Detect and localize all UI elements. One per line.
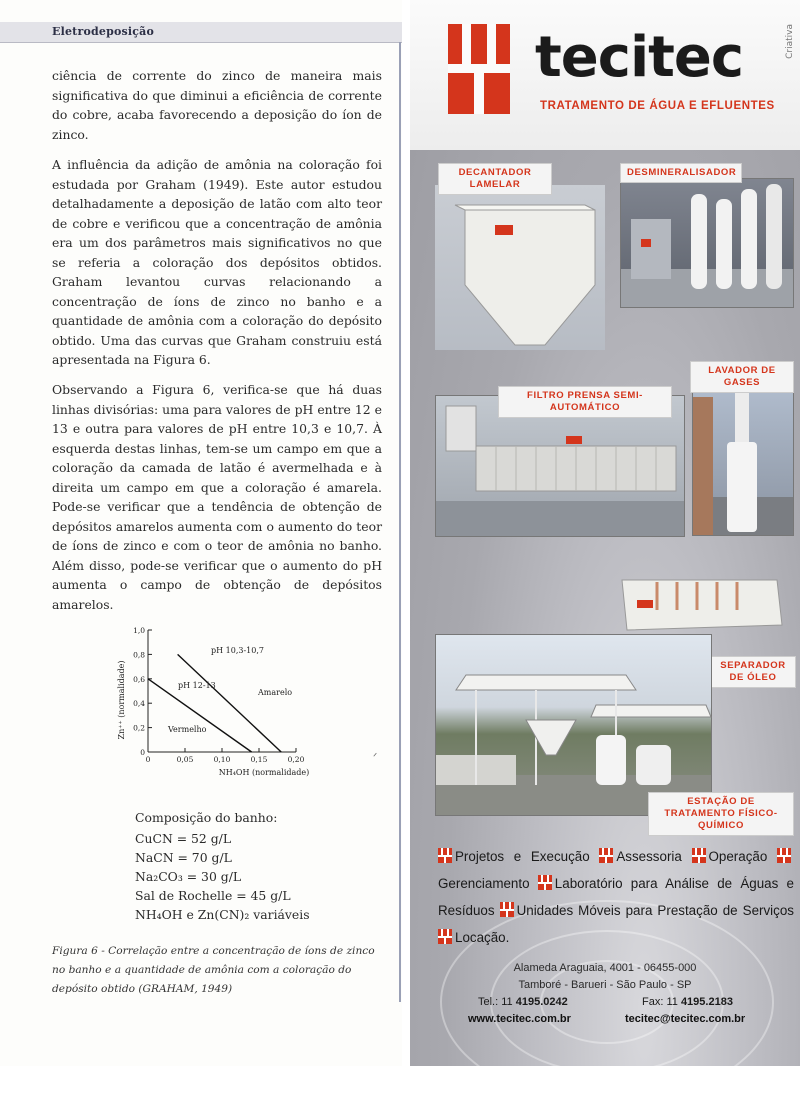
photo-decantador-lamelar <box>435 185 605 350</box>
y-tick-label: 1,0 <box>133 626 145 635</box>
fax-label: Fax: 11 <box>642 996 678 1008</box>
y-tick-label: 0 <box>140 748 145 757</box>
tecitec-bullet-icon <box>692 845 706 860</box>
x-tick-label: 0,15 <box>250 755 268 764</box>
running-head-title: Eletrodeposição <box>52 25 155 38</box>
service-item: Assessoria <box>616 849 682 864</box>
service-item: Laboratório para Análise de Águas e Resíduos <box>438 876 794 918</box>
composition-item: Na₂CO₃ = 30 g/L <box>135 869 242 884</box>
y-tick-label: 0,2 <box>133 723 145 733</box>
tecitec-bullet-icon <box>438 845 452 860</box>
series-line <box>178 654 282 752</box>
label-decantador-lamelar: DECANTADOR LAMELAR <box>438 163 552 195</box>
annotation-amarelo: Amarelo <box>258 688 293 697</box>
address-line-2: Tamboré - Barueri - São Paulo - SP <box>518 979 692 991</box>
x-tick-label: 0,20 <box>287 755 305 764</box>
composition-title: Composição do banho: <box>135 810 278 825</box>
article-page <box>0 0 402 1066</box>
annotation-ph-10-3-10-7: pH 10,3-10,7 <box>211 646 264 655</box>
service-item: Locação. <box>455 930 510 945</box>
fax-number: 4195.2183 <box>680 996 733 1008</box>
y-tick-label: 0,6 <box>133 674 145 684</box>
tecitec-logo-icon <box>448 24 510 114</box>
website-link[interactable]: www.tecitec.com.br <box>468 1013 571 1025</box>
x-axis-label: NH₄OH (normalidade) <box>218 768 310 777</box>
tecitec-bullet-icon <box>777 845 791 860</box>
figure-6-chart <box>118 622 348 782</box>
services-list <box>438 843 794 951</box>
x-tick-label: 0,10 <box>213 755 231 764</box>
brand-name: tecitec <box>535 25 744 90</box>
paragraph-2: A influência da adição de amônia na coloração foi estudada por Graham (1949). Este autor estudou detalhadamente a deposição de latão com alto teor de cobre e verificou que a concentração de amônia era um dos parâmetros mais significativos no que se referia a coloração dos depósitos obtidos. Graham levantou curvas relacionando a concentração de íons de zinco no banho e a quantidade de amônia com a coloração do depósito obtido. Uma das curvas que Graham construiu está apresentada na Figura 6. <box>52 157 382 367</box>
service-item: Gerenciamento <box>438 876 530 891</box>
running-head <box>0 22 402 43</box>
address-line-1: Alameda Araguaia, 4001 - 06455-000 <box>513 962 697 974</box>
label-estacao-de-tratamento: ESTAÇÃO DE TRATAMENTO FÍSICO-QUÍMICO <box>648 792 794 836</box>
column-divider <box>399 42 401 1002</box>
annotation-ph-12-13: pH 12-13 <box>178 681 216 690</box>
photo-lavador-de-gases <box>692 376 794 536</box>
figure-caption: Figura 6 - Correlação entre a concentração de íons de zinco no banho e a quantidade de amônia com a coloração do depósito obtido (GRAHAM, 1949) <box>52 945 375 995</box>
fax <box>642 996 733 1008</box>
annotation-vermelho: Vermelho <box>168 725 207 734</box>
composition-item: NaCN = 70 g/L <box>135 850 232 865</box>
phone-label: Tel.: 11 <box>478 996 513 1008</box>
photo-desmineralisador <box>620 178 794 308</box>
label-lavador-de-gases: LAVADOR DE GASES <box>690 361 794 393</box>
y-axis-label: Zn⁺⁺ (normalidade) <box>117 660 126 740</box>
tecitec-bullet-icon <box>599 845 613 860</box>
photo-estacao-de-tratamento <box>435 634 712 816</box>
composition-item: CuCN = 52 g/L <box>135 831 232 846</box>
composition-item: NH₄OH e Zn(CN)₂ variáveis <box>135 907 310 922</box>
brand-tagline: TRATAMENTO DE ÁGUA E EFLUENTES <box>540 100 775 112</box>
label-desmineralisador: DESMINERALISADOR <box>620 163 742 183</box>
phone-number: 4195.0242 <box>515 996 568 1008</box>
y-tick-label: 0,4 <box>133 699 145 709</box>
label-separador-de-oleo: SEPARADOR DE ÓLEO <box>710 656 796 688</box>
bath-composition <box>135 808 310 924</box>
composition-item: Sal de Rochelle = 45 g/L <box>135 888 291 903</box>
phone <box>478 996 568 1008</box>
paragraph-1: ciência de corrente do zinco de maneira mais significativa do que diminui a eficiência de corrente do cobre, acaba favorecendo a deposição do íon de zinco. <box>52 68 382 142</box>
service-item: Projetos e Execução <box>455 849 590 864</box>
tecitec-bullet-icon <box>538 872 552 887</box>
x-tick-label: 0,05 <box>176 755 194 764</box>
x-tick-label: 0 <box>145 755 151 764</box>
email-link[interactable]: tecitec@tecitec.com.br <box>625 1013 746 1025</box>
photo-separador-de-oleo <box>617 570 785 640</box>
label-filtro-prensa: FILTRO PRENSA SEMI-AUTOMÁTICO <box>498 386 672 418</box>
tecitec-bullet-icon <box>500 899 514 914</box>
service-item: Operação <box>708 849 768 864</box>
service-item: Unidades Móveis para Prestação de Serviços <box>516 903 794 918</box>
y-tick-label: 0,8 <box>133 650 145 660</box>
agency-credit: Criativa <box>785 24 795 59</box>
tecitec-bullet-icon <box>438 926 452 941</box>
tecitec-advertisement <box>410 0 800 1066</box>
paragraph-3: Observando a Figura 6, verifica-se que há duas linhas divisórias: uma para valores de pH entre 12 e 13 e outra para valores de pH entre 10,3 e 10,7. À esquerda destas linhas, tem-se um campo em que a coloração da camada de latão é avermelhada e à direita um campo em que a coloração é amarela. Pode-se verificar que a tendência de obtenção de depósitos amarelos aumenta com o aumento do teor de íons de zinco e com o teor de amônia no banho. Além disso, pode-se verificar que o aumento do pH aumenta o campo de obtenção de depósitos amarelos. <box>52 382 382 612</box>
margin-mark: ᐟ <box>373 752 378 763</box>
